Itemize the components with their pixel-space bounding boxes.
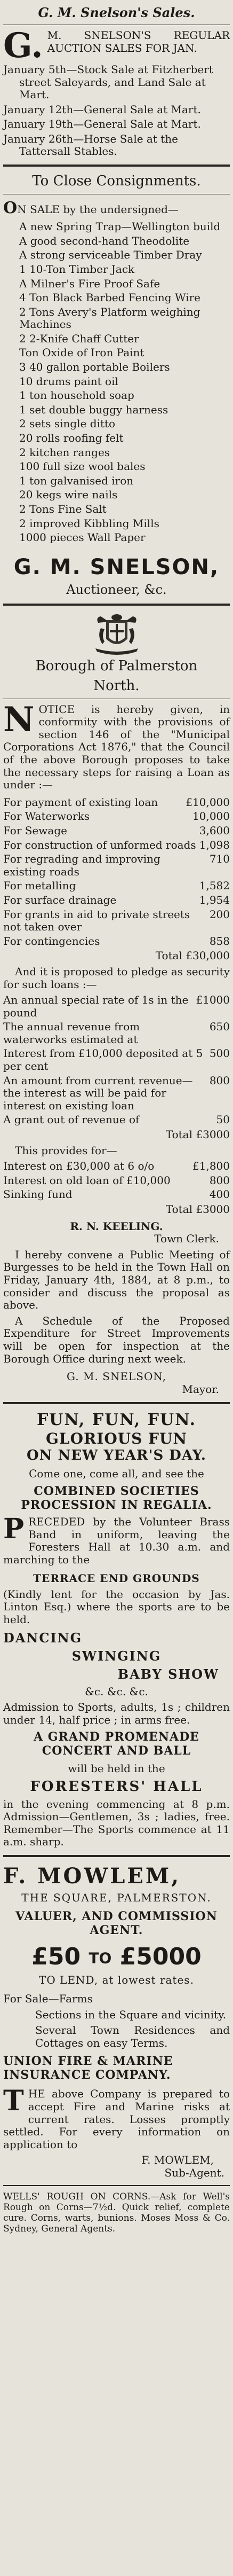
row-label: Interest on old loan of £10,000 — [3, 1173, 171, 1187]
list-item: A new Spring Trap—Wellington build — [19, 220, 221, 233]
row-label: For grants in aid to private streets not taken over — [3, 907, 190, 934]
dropcap: P — [3, 1512, 25, 1545]
list-item: 1000 pieces Wall Paper — [19, 531, 146, 544]
row-amount: £1,800 — [192, 1160, 230, 1173]
for-sale-2: Several Town Residences and Cottages on easy Terms. — [35, 2024, 230, 2049]
table-row — [3, 1047, 230, 1072]
money-to-word: TO — [89, 1949, 112, 1967]
for-sale-1: Sections in the Square and vicinity. — [35, 2008, 227, 2021]
table-row — [3, 1175, 230, 1187]
list-item: A good second-hand Theodolite — [19, 234, 190, 247]
table-row — [3, 935, 230, 948]
borough-title: Borough of Palmerston — [35, 658, 198, 675]
row-label: Interest on £30,000 at 6 o/o — [3, 1160, 155, 1173]
loan-items-table — [3, 796, 230, 948]
row-label: For Sewage — [3, 824, 67, 837]
list-item: January 5th—Stock Sale at Fitzherbert street Saleyards, and Land Sale at Mart. — [3, 62, 213, 101]
provides-text: This provides for— — [15, 1144, 117, 1157]
list-item: 10 drums paint oil — [19, 374, 118, 388]
money-heading — [3, 1943, 230, 1971]
meeting-text: I hereby convene a Public Meeting of Burgesses to be held in the Town Hall on Friday, January 4th, 1884, at 8 p.m., to consider and discuss the proposal as above. — [3, 1248, 230, 1312]
dropcap: T — [3, 2085, 24, 2118]
divider — [3, 604, 230, 606]
table-row — [3, 1075, 230, 1113]
dropcap: G. — [3, 26, 43, 66]
preceded-text: RECEDED by the Volunteer Brass Band in uniform, leaving the Foresters Hall at 10.30 a.m. and marching to the — [3, 1515, 230, 1566]
promenade-heading: A GRAND PROMENADE CONCERT AND BALL — [34, 1730, 199, 1758]
snelson-intro-text: M. SNELSON'S REGULAR AUCTION SALES FOR JAN. — [47, 29, 230, 54]
row-label: Sinking fund — [3, 1188, 73, 1201]
row-amount: 200 — [209, 907, 230, 921]
row-label: For construction of unformed roads — [3, 838, 196, 851]
row-label: For surface drainage — [3, 893, 117, 906]
list-item: 2 improved Kibbling Mills — [19, 516, 159, 530]
loan-total: Total £30,000 — [155, 949, 230, 962]
snelson-sales-title: G. M. Snelson's Sales. — [38, 5, 195, 20]
list-item: 2 sets single ditto — [19, 417, 116, 430]
table-row — [3, 1114, 230, 1126]
fun-heading: FUN, FUN, FUN. — [36, 1411, 197, 1430]
row-label: For regrading and improving existing roads — [3, 852, 160, 878]
newspaper-column — [3, 0, 230, 2234]
divider — [3, 1855, 230, 1857]
list-item: A Milner's Fire Proof Safe — [19, 277, 160, 290]
procession-heading: COMBINED SOCIETIES PROCESSION IN REGALIA. — [21, 1484, 212, 1512]
security-text: And it is proposed to pledge as security for such loans :— — [3, 965, 230, 991]
snelson-dates-list — [3, 64, 230, 158]
money-to: £5000 — [119, 1943, 202, 1970]
list-item: 2 kitchen ranges — [19, 445, 110, 459]
list-item: 2 Tons Avery's Platform weighing Machines — [19, 305, 200, 331]
borough-title-2: North. — [93, 677, 140, 694]
table-row — [3, 994, 230, 1019]
divider — [3, 165, 230, 167]
lend-text: TO LEND, at lowest rates. — [39, 1973, 194, 1986]
row-amount: 710 — [209, 852, 230, 866]
row-label: A grant out of revenue of — [3, 1113, 140, 1126]
row-amount: 50 — [216, 1113, 230, 1126]
security-total: Total £3000 — [165, 1128, 230, 1141]
table-row — [3, 853, 230, 878]
provides-items-table — [3, 1160, 230, 1201]
signature-name: G. M. SNELSON, — [13, 554, 220, 580]
row-label: For contingencies — [3, 934, 100, 948]
row-amount: £1000 — [196, 993, 230, 1007]
table-row — [3, 1160, 230, 1173]
mowlem-sig-title: Sub-Agent. — [164, 2166, 224, 2179]
mowlem-role: VALUER, AND COMMISSION AGENT. — [15, 1909, 218, 1937]
consignments-intro — [3, 199, 230, 217]
will-be-text: will be held in the — [68, 1762, 165, 1775]
row-amount: £10,000 — [186, 795, 230, 809]
row-label: An annual special rate of 1s in the pound — [3, 993, 189, 1019]
etc-text: &c. &c. &c. — [85, 1685, 148, 1698]
list-item: 4 Ton Black Barbed Fencing Wire — [19, 291, 200, 304]
kindly-text: (Kindly lent for the occasion by Jas. Linton Esq.) where the sports are to be held. — [3, 1587, 230, 1626]
security-items-table — [3, 994, 230, 1126]
admission-text: Admission to Sports, adults, 1s ; children under 14, half price ; in arms free. — [3, 1701, 230, 1726]
row-label: For metalling — [3, 879, 76, 892]
union-text: HE above Company is prepared to accept Fire and Marine risks at current rates. Losses promptly settled. For every information on application to — [3, 2087, 230, 2151]
terrace-heading: TERRACE END GROUNDS — [33, 1572, 200, 1585]
list-item: Ton Oxide of Iron Paint — [19, 346, 144, 359]
row-amount: 3,600 — [199, 824, 230, 837]
list-item: 3 40 gallon portable Boilers — [19, 361, 170, 374]
consignments-intro-text: N SALE by the undersigned— — [17, 202, 179, 216]
list-item: 20 kegs wire nails — [19, 488, 118, 502]
list-item: January 12th—General Sale at Mart. — [3, 103, 201, 116]
mowlem-address: THE SQUARE, PALMERSTON. — [21, 1891, 212, 1905]
swinging-heading: SWINGING — [71, 1648, 162, 1664]
for-sale-heading: For Sale—Farms — [3, 1992, 93, 2006]
consignments-title: To Close Consignments. — [32, 173, 201, 190]
dropcap: N — [3, 699, 35, 740]
consignments-list — [19, 221, 230, 544]
provides-total: Total £3000 — [165, 1203, 230, 1216]
table-row — [3, 880, 230, 892]
row-amount: 858 — [209, 934, 230, 948]
signature-title: Auctioneer, &c. — [66, 582, 167, 597]
row-label: For Waterworks — [3, 810, 90, 823]
come-all-text: Come one, come all, and see the — [29, 1467, 204, 1481]
list-item: 20 rolls roofing felt — [19, 432, 124, 445]
row-amount: 10,000 — [192, 810, 230, 823]
list-item: 2 Tons Fine Salt — [19, 503, 107, 515]
row-amount: 1,098 — [199, 838, 230, 851]
evening-text: in the evening commencing at 8 p.m. Admission—Gentlemen, 3s ; ladies, free. Remember—The Sports commence at 11 a.m. sharp. — [3, 1797, 230, 1849]
list-item: 1 ton household soap — [19, 389, 134, 402]
row-label: Interest from £10,000 deposited at 5 per cent — [3, 1047, 203, 1073]
schedule-text: A Schedule of the Proposed Expenditure for Street Improvements will be open for inspection at the Borough Office during next week. — [3, 1314, 230, 1365]
list-item: 1 set double buggy harness — [19, 403, 168, 416]
mayor-title: Mayor. — [182, 1382, 219, 1396]
dancing-heading: DANCING — [3, 1630, 83, 1646]
list-item: January 19th—General Sale at Mart. — [3, 118, 201, 131]
baby-show-heading: BABY SHOW — [117, 1666, 219, 1682]
list-item: 2 2-Knife Chaff Cutter — [19, 332, 139, 345]
fun-heading-2: GLORIOUS FUN — [45, 1429, 188, 1447]
row-amount: 1,954 — [199, 893, 230, 906]
union-paragraph — [3, 2085, 230, 2151]
row-label: For payment of existing loan — [3, 795, 158, 809]
row-label: An amount from current revenue—the interest as will be paid for interest on existing loan — [3, 1074, 193, 1112]
list-item: 1 ton galvanised iron — [19, 474, 134, 487]
divider — [3, 2185, 230, 2186]
hall-heading: FORESTERS' HALL — [30, 1778, 203, 1795]
table-row — [3, 839, 230, 852]
row-label: The annual revenue from waterworks estimated at — [3, 1020, 140, 1046]
row-amount: 500 — [209, 1047, 230, 1060]
list-item: A strong serviceable Timber Dray — [19, 248, 202, 262]
table-row — [3, 810, 230, 823]
table-row — [3, 1021, 230, 1046]
mowlem-sig-name: F. MOWLEM, — [141, 2154, 214, 2167]
snelson-intro — [3, 26, 230, 66]
list-item: January 26th—Horse Sale at the Tattersall Stables. — [3, 132, 178, 158]
table-row — [3, 894, 230, 907]
row-amount: 800 — [209, 1074, 230, 1087]
row-amount: 1,582 — [199, 879, 230, 892]
list-item: 100 full size wool bales — [19, 460, 146, 473]
row-amount: 800 — [209, 1173, 230, 1187]
wells-ad: WELLS' ROUGH ON CORNS.—Ask for Well's Rough on Corns—7½d. Quick relief, complete cure. Corns, warts, bunions. Moses Moss & Co. Sydney, General Agents. — [3, 2191, 230, 2234]
union-heading: UNION FIRE & MARINE INSURANCE COMPANY. — [3, 2054, 173, 2082]
dropcap: O — [3, 198, 18, 217]
list-item: 1 10-Ton Timber Jack — [19, 262, 135, 276]
table-row — [3, 796, 230, 809]
clerk-title: Town Clerk. — [154, 1232, 219, 1246]
money-from: £50 — [31, 1943, 81, 1970]
fun-heading-3: ON NEW YEAR'S DAY. — [27, 1447, 206, 1463]
notice-paragraph — [3, 699, 230, 792]
mowlem-name: F. MOWLEM, — [3, 1863, 181, 1889]
row-amount: 400 — [209, 1188, 230, 1201]
notice-text: OTICE is hereby given, in conformity with the provisions of section 146 of the "Municipal Corporations Act 1876," that the Council of the above Borough proposes to take the necessary steps for raising a Loan as under :— — [3, 702, 230, 792]
preceded-paragraph — [3, 1512, 230, 1566]
table-row — [3, 909, 230, 934]
clerk-name: R. N. KEELING. — [70, 1219, 163, 1233]
coat-of-arms-icon — [93, 612, 141, 655]
table-row — [3, 825, 230, 837]
mayor-name: G. M. SNELSON, — [67, 1370, 166, 1383]
row-amount: 650 — [209, 1020, 230, 1033]
table-row — [3, 1188, 230, 1201]
divider — [3, 1402, 230, 1404]
